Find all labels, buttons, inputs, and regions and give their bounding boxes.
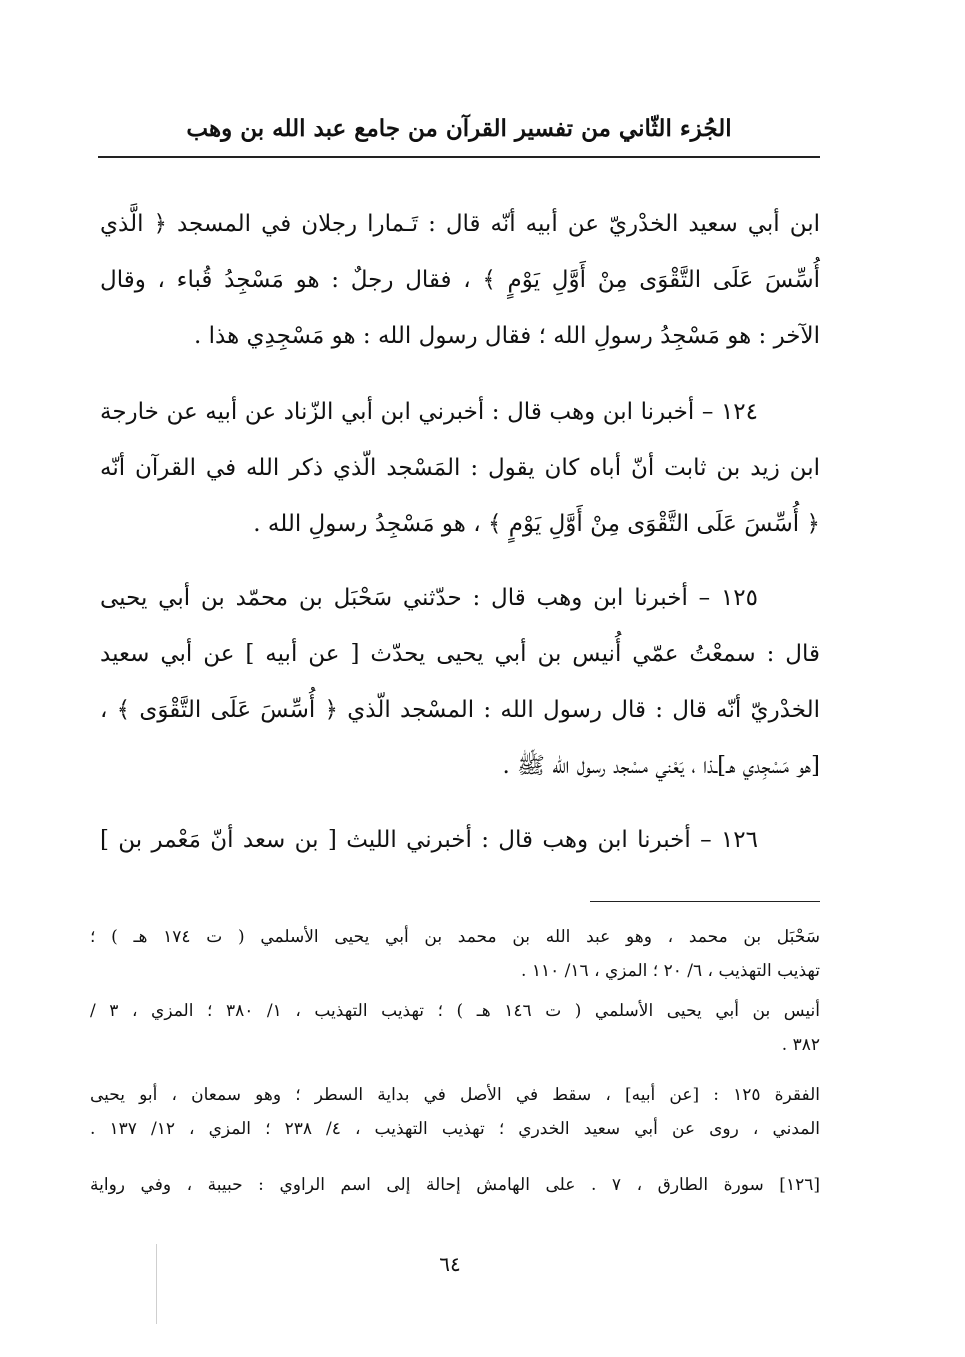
page-number: ٦٤: [439, 1252, 461, 1276]
text-line: ١٢٤ – أخبرنا ابن وهب قال : أخبرني ابن أبي الزّناد عن أبيه عن خارجة: [100, 399, 758, 425]
text-line: قال : سمعْتُ عمّي أُنيس بن أبي يحيى يحدّث [ عن أبيه ] عن أبي سعيد: [100, 641, 820, 667]
header-divider: [98, 156, 820, 158]
paragraph-125: [100, 570, 820, 794]
paragraph-126: [100, 812, 820, 868]
scan-margin-mark: [156, 1244, 157, 1324]
text-line: أُسِّسَ عَلَى التَّقْوَى مِنْ أَوَّلِ يَوْمٍ ﴾ ، فقال رجلٌ : هو مَسْجِدُ قُباء ، وقال: [100, 267, 820, 293]
running-header-title: الجُزء الثّاني من تفسير القرآن من جامع عبد الله بن وهب: [186, 115, 732, 142]
footnote-divider: [590, 901, 820, 902]
footnote-line: ٣٨٢ .: [781, 1035, 820, 1055]
text-line: ﴿ أُسِّسَ عَلَى التَّقْوَى مِنْ أَوَّلِ يَوْمٍ ﴾ ، هو مَسْجِدُ رسولِ الله .: [253, 511, 820, 537]
text-line: ١٢٦ – أخبرنا ابن وهب قال : أخبرني الليث [ بن سعد أنّ مَعْمر بن ]: [100, 827, 758, 853]
text-line: ابن زيد بن ثابت أنّ أباه كان يقول : المَسْجد الّذي ذكر الله في القرآن أنّه: [100, 455, 820, 481]
footnote-125: [90, 1078, 820, 1146]
running-header: [98, 112, 820, 146]
text-line: [هو مَسْجِدي هـ]ـذا ، يَعْني مسْجد رسول الله ﷺ .: [502, 753, 820, 779]
text-line: ١٢٥ – أخبرنا ابن وهب قال : حدّثني سَحْبَل بن محمّد بن أبي يحيى: [100, 585, 758, 611]
paragraph-continuation: [100, 196, 820, 364]
footnote-126: [90, 1168, 820, 1202]
footnote-line: أنيس بن أبي يحيى الأسلمي ( ت ١٤٦ هـ ) ؛ تهذيب التهذيب ، ١/ ٣٨٠ ؛ المزي ، ٣ /: [90, 1001, 820, 1021]
footnote-line: سَحْبَل بن محمد ، وهو عبد الله بن محمد بن أبي يحيى الأسلمي ( ت ١٧٤ هـ ) ؛: [90, 927, 821, 947]
footnote-sahbal: [90, 920, 820, 988]
text-line: الخدْريّ أنّه قال : قال رسول الله : المسْجد الّذي ﴿ أُسِّسَ عَلَى التَّقْوَى ﴾ ،: [100, 697, 820, 723]
footnote-line: [١٢٦] سورة الطارق ، ٧ . على الهامش إحالة إلى اسم الراوي : حبيبة ، وفي رواية: [90, 1175, 820, 1195]
footnote-line: المدني ، روى عن أبي سعيد الخدري ؛ تهذيب التهذيب ، ٤/ ٢٣٨ ؛ المزي ، ١٢/ ١٣٧ .: [90, 1119, 820, 1139]
footnote-line: تهذيب التهذيب ، ٦/ ٢٠ ؛ المزي ، ١٦/ ١١٠ .: [521, 961, 820, 981]
footnote-unais: [90, 994, 820, 1062]
paragraph-124: [100, 384, 820, 552]
text-line: الآخر : هو مَسْجِدُ رسولِ الله ؛ فقال رسول الله : هو مَسْجِدِي هذا .: [194, 323, 820, 349]
footnote-line: الفقرة ١٢٥ : [عن أبيه] ، سقط في الأصل في بداية السطر ؛ وهو سمعان ، أبو يحيى: [90, 1085, 821, 1105]
text-line: ابن أبي سعيد الخدْريّ عن أبيه أنّه قال : تَـمارا رجلان في المسجد ﴿ الَّذي: [100, 211, 820, 237]
